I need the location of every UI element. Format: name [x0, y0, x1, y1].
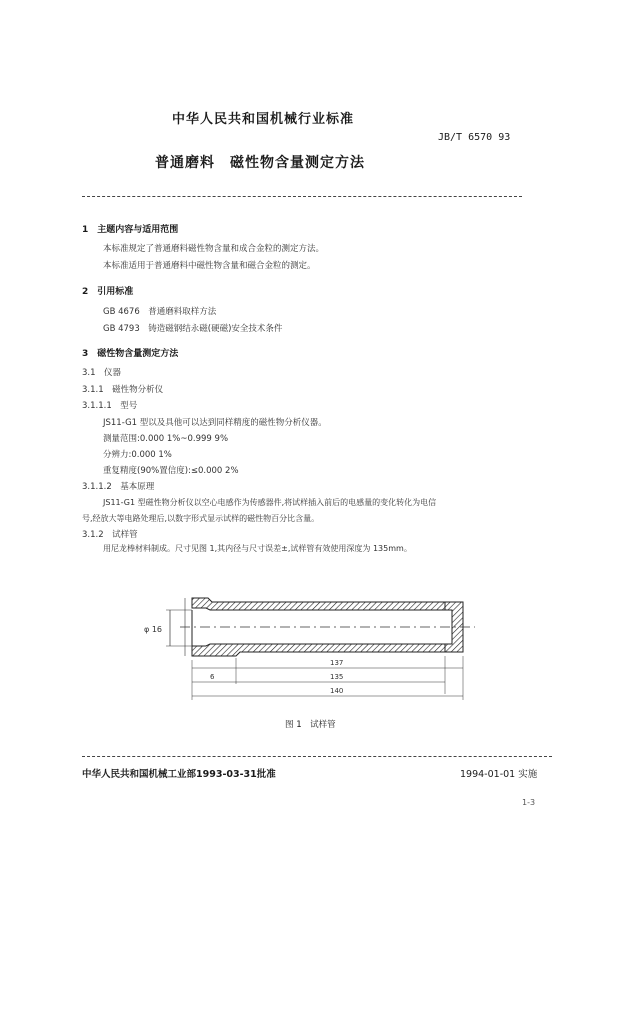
approval-date: 中华人民共和国机械工业部1993-03-31批准: [82, 769, 276, 780]
section-2-heading: 2 引用标准: [82, 287, 134, 297]
section-1-paragraph-1: 本标准规定了普通磨料磁性物含量和成合金粒的测定方法。: [103, 244, 325, 254]
clause-3-1-2: 3.1.2 试样管: [82, 530, 138, 540]
dim-label-6: 6: [210, 673, 215, 681]
principle-paragraph-1: JS11-G1 型磁性物分析仪以空心电感作为传感器件,将试样插入前后的电感量的变化转化为电信: [103, 498, 437, 507]
clause-3-1-1-2: 3.1.1.2 基本原理: [82, 482, 155, 492]
tube-paragraph: 用尼龙棒材料制成。尺寸见图 1,其内径与尺寸误差±,试样管有效使用深度为 135mm。: [103, 544, 412, 553]
clause-3-1-1: 3.1.1 磁性物分析仪: [82, 385, 164, 395]
resolution-line: 分辨力:0.000 1%: [103, 450, 172, 460]
page-number: 1-3: [522, 798, 536, 807]
model-line: JS11-G1 型以及具他可以达到同样精度的磁性物分析仪器。: [103, 418, 327, 428]
clause-3-1-1-1: 3.1.1.1 型号: [82, 401, 138, 411]
accuracy-line: 重复精度(90%置信度):≤0.000 2%: [103, 466, 239, 476]
section-1-heading: 1 主题内容与适用范围: [82, 225, 179, 235]
standard-name: 中华人民共和国机械行业标准: [172, 112, 355, 127]
figure-1-caption: 图 1 试样管: [285, 720, 336, 730]
reference-2: GB 4793 铸造磁钢结永磁(硬磁)安全技术条件: [103, 324, 283, 334]
standard-code: JB/T 6570 93: [438, 132, 511, 143]
reference-1: GB 4676 普通磨料取样方法: [103, 307, 217, 317]
range-line: 测量范围:0.000 1%~0.999 9%: [103, 434, 229, 444]
footer-divider: [82, 756, 552, 757]
section-3-heading: 3 磁性物含量测定方法: [82, 349, 179, 359]
clause-3-1: 3.1 仪器: [82, 368, 122, 378]
figure-1-drawing: [130, 588, 490, 708]
dim-label-135: 135: [330, 673, 344, 681]
principle-paragraph-2: 号,经放大等电路处理后,以数字形式显示试样的磁性物百分比含量。: [82, 514, 320, 523]
effective-date: 1994-01-01 实施: [460, 769, 538, 780]
document-title: 普通磨料 磁性物含量测定方法: [155, 155, 365, 171]
dim-label-diameter: φ 16: [144, 625, 162, 634]
dim-label-140: 140: [330, 687, 344, 695]
section-1-paragraph-2: 本标准适用于普通磨料中磁性物含量和磁合金粒的测定。: [103, 261, 316, 271]
header-divider: [82, 196, 522, 197]
dim-label-137: 137: [330, 659, 344, 667]
